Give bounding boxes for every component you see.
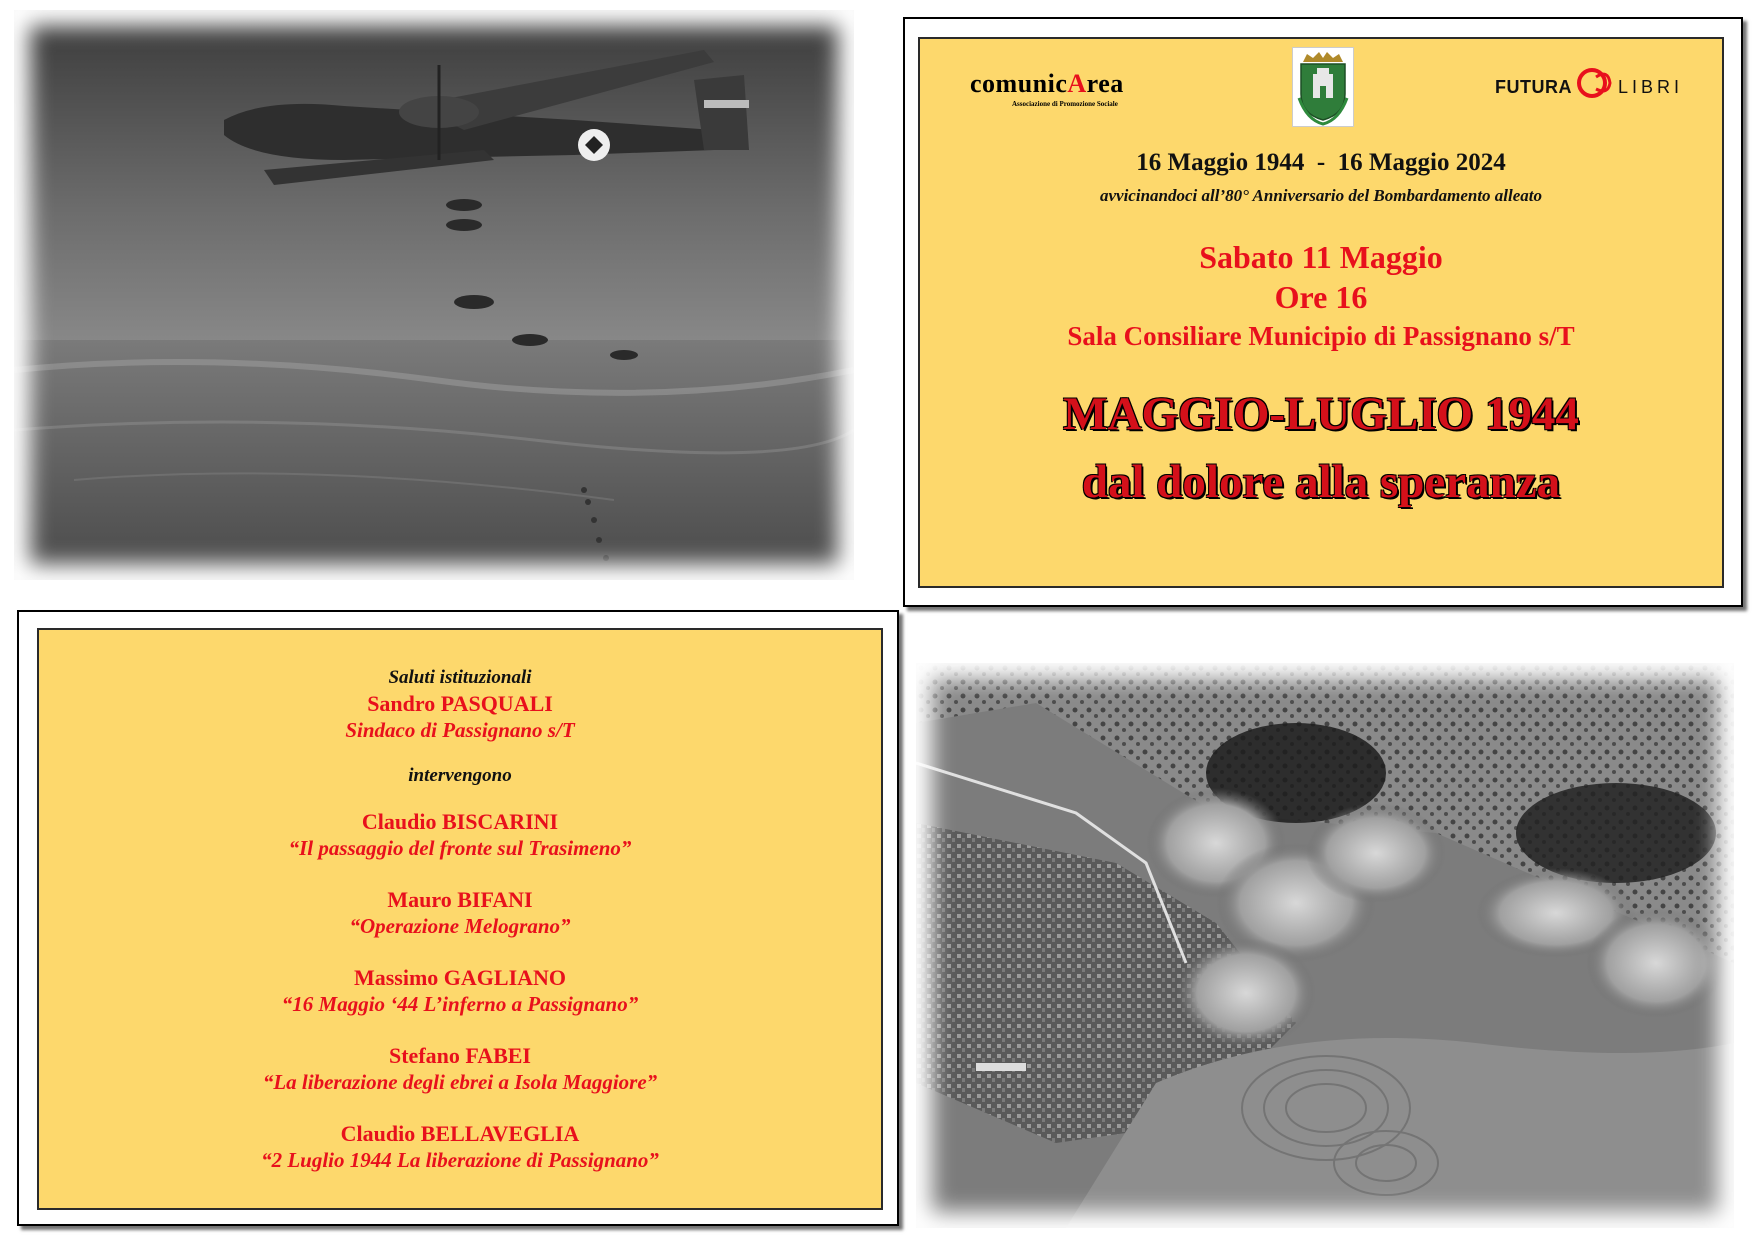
program-frame	[17, 610, 899, 1226]
speaker-name: Mauro BIFANI	[387, 887, 533, 912]
speaker-talk: “Il passaggio del fronte sul Trasimeno”	[288, 836, 632, 860]
event-title: MAGGIO-LUGLIO 1944	[1063, 388, 1579, 440]
speaker-talk: “16 Maggio ‘44 L’inferno a Passignano”	[281, 992, 639, 1016]
invitation-frame	[903, 17, 1743, 607]
speaker-talk: “La liberazione degli ebrei a Isola Maggiore”	[262, 1070, 658, 1094]
speaker-item	[39, 1121, 881, 1173]
futura-libri-mark-icon	[1574, 63, 1614, 103]
anniversary-line: avvicinandoci all’80° Anniversario del Bombardamento alleato	[1099, 186, 1543, 205]
speaker-name: Stefano FABEI	[389, 1043, 531, 1068]
speaker-name: Claudio BISCARINI	[361, 809, 559, 834]
speaker-talk: “2 Luglio 1944 La liberazione di Passignano”	[261, 1148, 659, 1172]
speaker-list	[39, 809, 881, 1173]
speaker-name: Massimo GAGLIANO	[353, 965, 567, 990]
event-subtitle: dal dolore alla speranza	[1081, 456, 1561, 508]
comunicarea-logo: comunicArea	[970, 69, 1124, 98]
comunicarea-subtitle: Associazione di Promozione Sociale	[1012, 100, 1118, 108]
program-panel	[37, 628, 883, 1210]
greeter-role: Sindaco di Passignano s/T	[345, 718, 575, 742]
speaker-item	[39, 965, 881, 1017]
municipal-crest-icon	[1292, 47, 1354, 127]
speaker-talk: “Operazione Melograno”	[349, 914, 571, 938]
event-venue: Sala Consiliare Municipio di Passignano s/T	[1067, 321, 1575, 351]
event-time: Ore 16	[1274, 279, 1368, 315]
invitation-panel	[918, 37, 1724, 588]
speaker-name: Claudio BELLAVEGLIA	[340, 1121, 580, 1146]
greeter-name: Sandro PASQUALI	[367, 691, 553, 716]
bomber-aircraft-photo	[14, 10, 854, 580]
speaker-item	[39, 1043, 881, 1095]
aerial-bombing-photo	[916, 663, 1734, 1228]
futura-libri-logo: FUTURA LIBRI	[1495, 77, 1684, 97]
speaker-item	[39, 887, 881, 939]
event-day: Sabato 11 Maggio	[1199, 239, 1443, 275]
speakers-label: intervengono	[408, 765, 512, 786]
speaker-item	[39, 809, 881, 861]
greetings-label: Saluti istituzionali	[388, 667, 532, 688]
dates-line: 16 Maggio 1944 - 16 Maggio 2024	[1136, 149, 1506, 176]
